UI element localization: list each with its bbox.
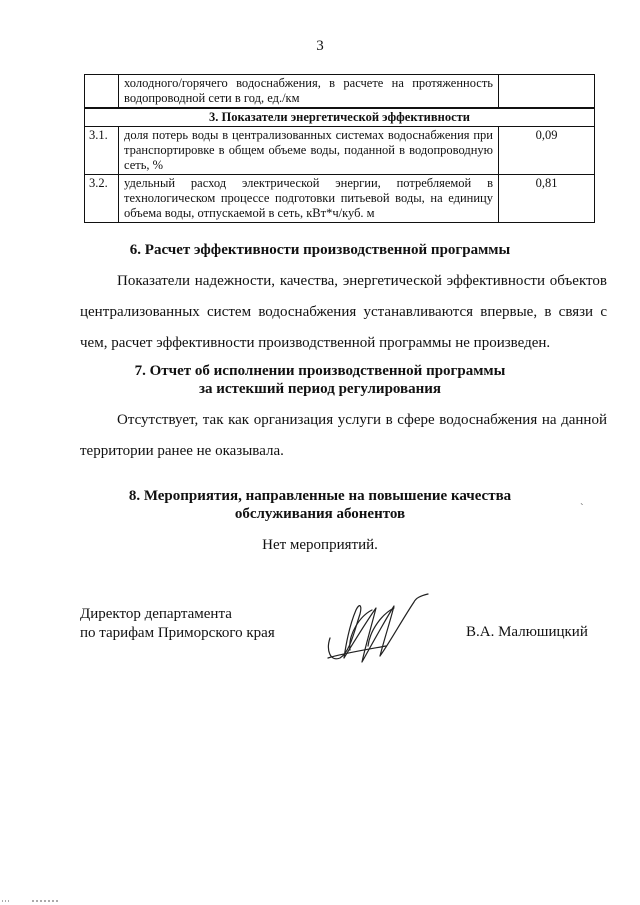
table-cell-description: удельный расход электрической энергии, потребляемой в технологическом процессе подготовки питьевой воды, на единицу объема воды, отпускаемой в сеть, кВт*ч/куб. м (119, 175, 499, 223)
table-section-row (85, 108, 595, 127)
section7-title-line1: 7. Отчет об исполнении производственной программы (134, 363, 506, 379)
section8-title (0, 487, 640, 523)
table-cell-number: 3.2. (85, 175, 119, 223)
signatory-position-line2: по тарифам Приморского края (80, 625, 275, 641)
signatory-name: В.А. Малюшицкий (466, 624, 588, 640)
stray-mark: ` (580, 502, 584, 514)
table-row (85, 75, 595, 109)
section8-text: Нет мероприятий. (262, 537, 378, 553)
section8-title-line1: 8. Мероприятия, направленные на повышение качества (128, 488, 512, 504)
section6-title: 6. Расчет эффективности производственной программы (129, 242, 511, 258)
signatory-position (80, 605, 275, 643)
table-cell-description: доля потерь воды в централизованных системах водоснабжения при транспортировке в общем объеме воды, поданной в водопроводную сеть, % (119, 127, 499, 175)
section7-title (0, 362, 640, 398)
table-cell-value (499, 75, 595, 109)
signatory-position-line1: Директор департамента (80, 606, 232, 622)
page-number: 3 (316, 38, 324, 54)
table-cell-number: 3.1. (85, 127, 119, 175)
handwritten-signature (320, 588, 440, 673)
scan-edge-marks (0, 897, 640, 905)
table-cell-value: 0,81 (499, 175, 595, 223)
indicators-table (84, 74, 595, 223)
table-cell-number (85, 75, 119, 109)
section7-text: Отсутствует, так как организация услуги в сфере водоснабжения на данной территории ранее не оказывала. (80, 412, 607, 459)
table-row (85, 175, 595, 223)
table-row (85, 127, 595, 175)
section6-text: Показатели надежности, качества, энергетической эффективности объектов централизованных систем водоснабжения устанавливаются впервые, в связи с чем, расчет эффективности производственной программы не произведен. (80, 273, 607, 351)
table-section-title: 3. Показатели энергетической эффективности (85, 108, 595, 127)
table-cell-description: холодного/горячего водоснабжения, в расчете на протяженность водопроводной сети в год, ед./км (119, 75, 499, 109)
table-cell-value: 0,09 (499, 127, 595, 175)
section7-title-line2: за истекший период регулирования (198, 381, 442, 397)
section8-title-line2: обслуживания абонентов (234, 506, 406, 522)
